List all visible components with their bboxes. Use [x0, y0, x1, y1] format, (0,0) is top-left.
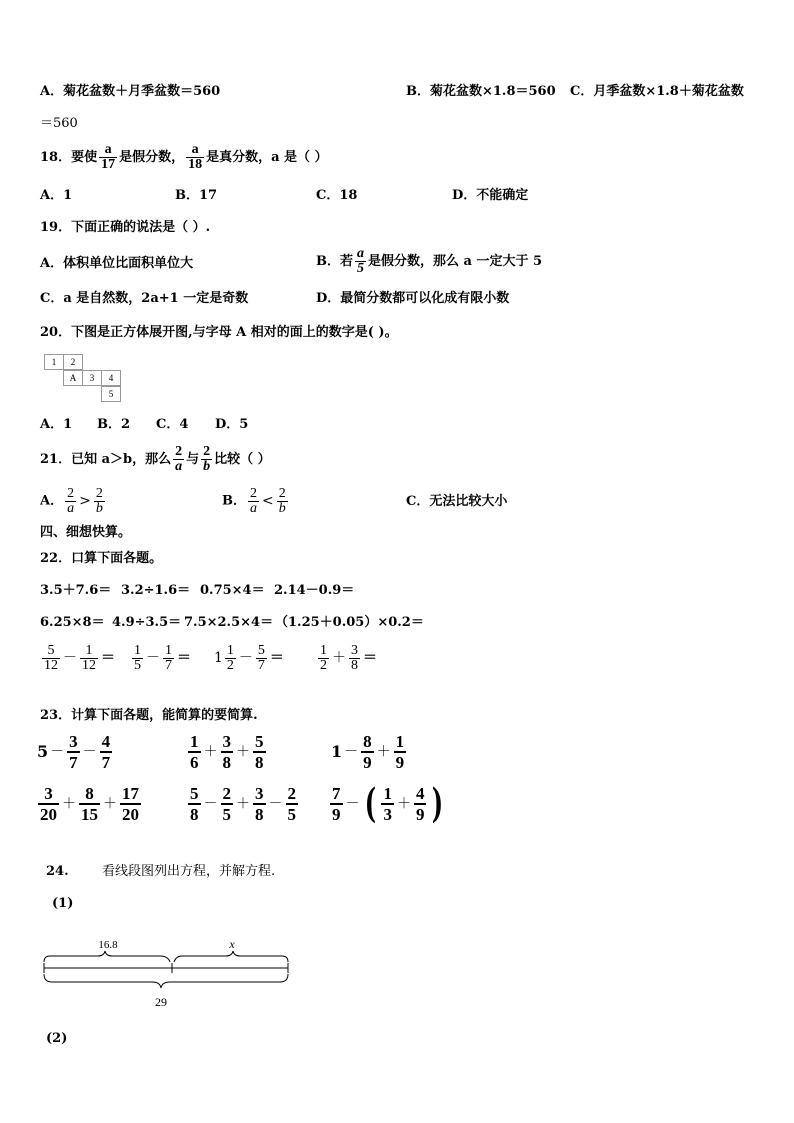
- label-16-8: 16.8: [98, 939, 118, 951]
- section-4-heading: 四、细想快算。: [40, 525, 132, 540]
- q21-fraction-2-over-b: $\frac{2}{b}$: [203, 444, 211, 474]
- q21-stem: 21．已知 a＞b，那么 $\frac{2}{a}$ 与 $\frac{2}{b}$ 比较（ ）: [40, 444, 271, 474]
- q22-row1-item4: 2.14－0.9＝: [274, 583, 355, 598]
- q19-option-b-fraction: $\frac{a}{5}$: [357, 246, 364, 276]
- q23-expr2: $\frac{1}{6}$ ＋ $\frac{3}{8}$ ＋ $\frac{5}{8}$: [190, 732, 264, 772]
- q22-row1-item2: 3.2÷1.6＝: [121, 583, 191, 598]
- q23-expr4: $\frac{3}{20}$ ＋ $\frac{8}{15}$ ＋ $\frac{17}{20}$: [40, 784, 139, 824]
- q19-stem: 19．下面正确的说法是（ ）.: [40, 220, 211, 235]
- q23-stem: 23．计算下面各题，能简算的要简算.: [40, 708, 258, 723]
- q19-option-c: C．a 是自然数，2a+1 一定是奇数: [40, 291, 249, 306]
- q22-row2-item1: 6.25×8＝: [40, 615, 105, 630]
- q22-row3-expr3: 1 $\frac{1}{2}$ － $\frac{5}{7}$ ＝: [214, 642, 284, 673]
- q21-fraction-2-over-a: $\frac{2}{a}$: [175, 444, 183, 474]
- q22-stem: 22．口算下面各题。: [40, 551, 163, 566]
- q18-fraction-1: $\frac{a}{17}$: [101, 142, 116, 172]
- q22-row1-item1: 3.5＋7.6＝: [40, 583, 112, 598]
- q22-row3-expr1: $\frac{5}{12}$ － $\frac{1}{12}$ ＝: [44, 642, 115, 673]
- q18-option-b: B．17: [175, 188, 218, 203]
- q18-stem: [40, 142, 328, 174]
- q22-row2-item2: 4.9÷3.5＝: [112, 615, 182, 630]
- q17-option-a: A．菊花盆数＋月季盆数＝560: [40, 84, 221, 99]
- q20-option-a: A．1: [40, 417, 73, 432]
- q24-part1-label: (1): [52, 896, 74, 911]
- q18-suffix: 是真分数，a 是（ ）: [206, 150, 328, 165]
- q24-stem: 看线段图列出方程，并解方程.: [102, 864, 276, 879]
- net-cell-5: 5: [101, 386, 121, 402]
- q22-row3-expr4: $\frac{1}{2}$ ＋ $\frac{3}{8}$ ＝: [320, 642, 377, 673]
- top-left-brace: [44, 951, 170, 962]
- segment-diagram: [36, 930, 298, 1014]
- q22-row2-item4: （1.25＋0.05）×0.2＝: [275, 615, 424, 630]
- q21-option-a: A． $\frac{2}{a}$ > $\frac{2}{b}$: [40, 485, 103, 516]
- q18-option-c: C．18: [316, 188, 358, 203]
- label-x: x: [229, 937, 235, 951]
- q22-row3-expr2: $\frac{1}{5}$ － $\frac{1}{7}$ ＝: [134, 642, 191, 673]
- q17-option-c: C．月季盆数×1.8＋菊花盆数: [570, 84, 744, 99]
- q22-row2-item3: 7.5×2.5×4＝: [184, 615, 274, 630]
- q23-expr6: $\frac{7}{9}$ － ( $\frac{1}{3}$ ＋ $\frac{4}{9}$ ): [332, 780, 444, 827]
- q20-stem: 20．下图是正方体展开图,与字母 A 相对的面上的数字是( )。: [40, 325, 398, 340]
- q19-option-b: B．若 $\frac{a}{5}$ 是假分数，那么 a 一定大于 5: [316, 246, 543, 276]
- q24-number: 24.: [46, 864, 69, 879]
- q20-option-b: B．2: [97, 417, 131, 432]
- q18-fraction-2: $\frac{a}{18}$: [188, 142, 203, 172]
- q23-expr5: $\frac{5}{8}$ － $\frac{2}{5}$ ＋ $\frac{3}{8}$ － $\frac{2}{5}$: [190, 784, 296, 824]
- q18-option-d: D．不能确定: [452, 188, 529, 203]
- q19-option-d: D．最简分数都可以化成有限小数: [316, 291, 510, 306]
- q21-option-b: B． $\frac{2}{a}$ < $\frac{2}{b}$: [222, 485, 286, 516]
- net-cell-1: 1: [44, 354, 64, 370]
- top-right-brace: [174, 951, 288, 962]
- q18-mid: 是假分数，: [119, 150, 185, 165]
- net-cell-3: 3: [82, 370, 102, 386]
- net-cell-a: A: [63, 370, 83, 386]
- q23-expr3: 1 － $\frac{8}{9}$ ＋ $\frac{1}{9}$: [331, 732, 405, 772]
- net-cell-4: 4: [101, 370, 121, 386]
- q17-option-b: B．菊花盆数×1.8＝560: [406, 84, 556, 99]
- q18-option-a: A．1: [40, 188, 73, 203]
- q23-expr1: 5 － $\frac{3}{7}$ － $\frac{4}{7}$: [37, 732, 111, 772]
- q19-option-a: A．体积单位比面积单位大: [40, 256, 194, 271]
- q18-prefix: 18．要使: [40, 150, 98, 165]
- label-29: 29: [155, 995, 167, 1009]
- q20-option-d: D．5: [215, 417, 249, 432]
- q22-row1-item3: 0.75×4＝: [200, 583, 265, 598]
- bottom-brace: [44, 974, 288, 988]
- q21-option-c: C．无法比较大小: [406, 494, 508, 509]
- q24-part2-label: (2): [46, 1031, 68, 1046]
- q17-option-c-continued: ＝560: [40, 116, 78, 131]
- net-cell-2: 2: [63, 354, 83, 370]
- q20-option-c: C．4: [156, 417, 189, 432]
